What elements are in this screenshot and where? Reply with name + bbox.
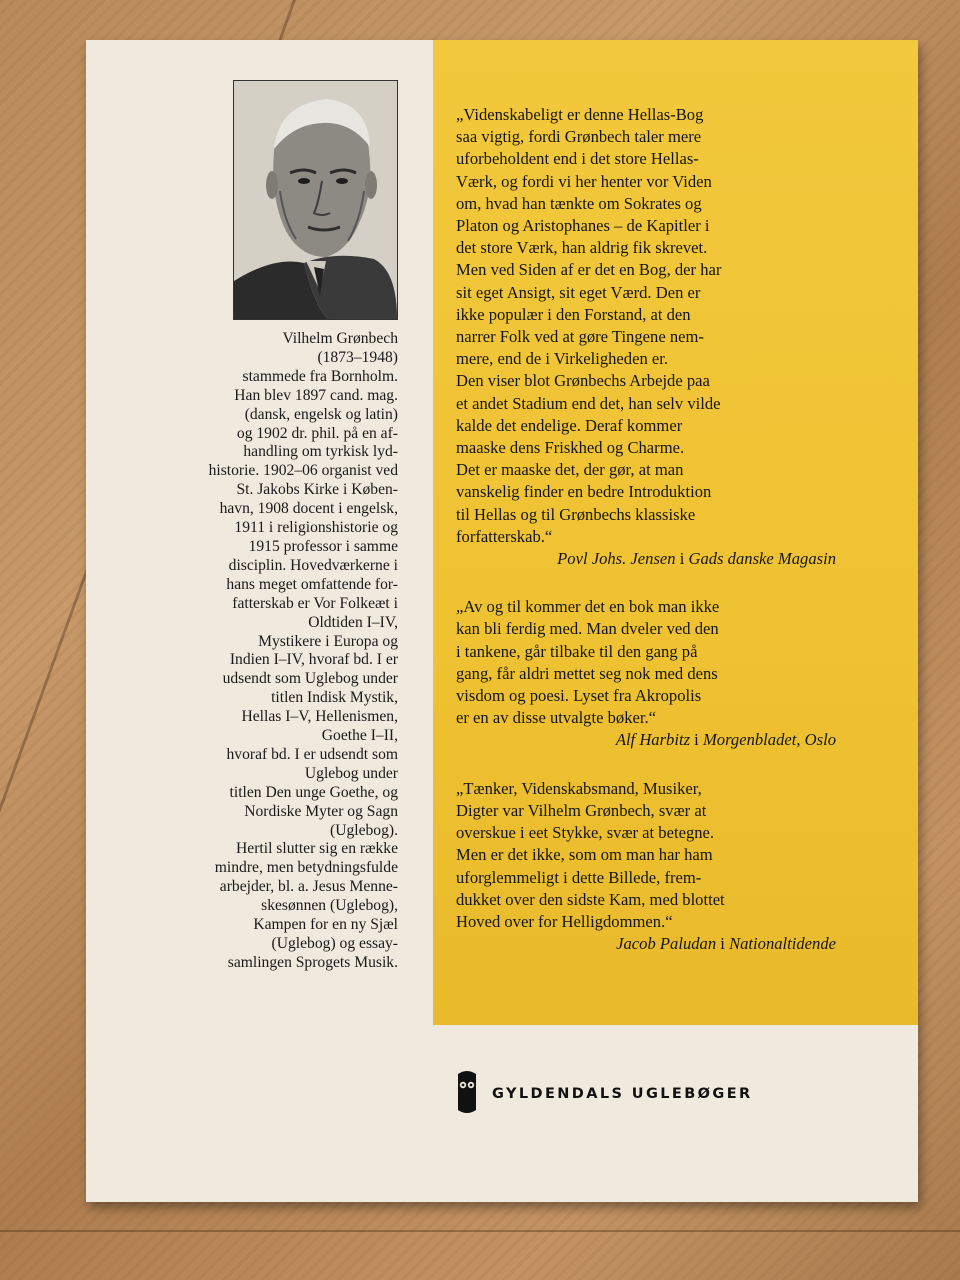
quote-line: det store Værk, han aldrig fik skrevet. bbox=[456, 238, 708, 258]
attribution-source: Gads danske Magasin bbox=[688, 549, 836, 569]
attribution-author: Alf Harbitz bbox=[615, 730, 691, 750]
attribution-source: Nationaltidende bbox=[729, 934, 836, 954]
quote-line: Digter var Vilhelm Grønbech, svær at bbox=[456, 800, 707, 820]
bio-line: Kampen for en ny Sjæl bbox=[253, 916, 398, 934]
bio-line: Hellas I–V, Hellenismen, bbox=[241, 708, 398, 726]
author-name: Vilhelm Grønbech bbox=[282, 330, 398, 347]
quote-line: visdom og poesi. Lyset fra Akropolis bbox=[456, 686, 702, 706]
quote-line: vanskelig finder en bedre Introduktion bbox=[456, 482, 712, 502]
quote-attribution bbox=[456, 729, 836, 751]
quote-line: Hoved over for Helligdommen.“ bbox=[456, 911, 673, 931]
quote-line: Platon og Aristophanes – de Kapitler i bbox=[456, 216, 710, 236]
bio-line: handling om tyrkisk lyd- bbox=[243, 443, 398, 461]
bio-line: Oldtiden I–IV, bbox=[308, 613, 398, 631]
quote-line: uforbeholdent end i det store Hellas- bbox=[456, 149, 699, 169]
quote-attribution bbox=[456, 548, 836, 570]
book-back-cover bbox=[86, 40, 918, 1202]
attribution-separator: i bbox=[675, 549, 689, 569]
bio-line: havn, 1908 docent i engelsk, bbox=[219, 500, 398, 518]
quote-line: ikke populær i den Forstand, at den bbox=[456, 304, 691, 324]
quote-line: overskue i eet Stykke, svær at betegne. bbox=[456, 823, 715, 843]
bio-line: titlen Indisk Mystik, bbox=[271, 689, 398, 707]
bio-line: samlingen Sprogets Musik. bbox=[227, 953, 398, 971]
bio-line: (Uglebog). bbox=[330, 821, 398, 839]
quote-line: Den viser blot Grønbechs Arbejde paa bbox=[456, 371, 710, 391]
quote-line: saa vigtig, fordi Grønbech taler mere bbox=[456, 127, 702, 147]
bio-line: Mystikere i Europa og bbox=[258, 632, 398, 650]
bio-line: fatterskab er Vor Folkeæt i bbox=[232, 594, 398, 612]
quote-line: om, hvad han tænkte om Sokrates og bbox=[456, 193, 702, 213]
bio-line: skesønnen (Uglebog), bbox=[261, 897, 398, 915]
bio-line: Han blev 1897 cand. mag. bbox=[234, 386, 398, 404]
author-years: (1873–1948) bbox=[317, 348, 398, 366]
quote-line: et andet Stadium end det, han selv vilde bbox=[456, 393, 721, 413]
bio-line: St. Jakobs Kirke i Køben- bbox=[236, 481, 398, 499]
quote-line: i tankene, går tilbake til den gang på bbox=[456, 641, 698, 661]
publisher-name: GYLDENDALS UGLEBØGER bbox=[492, 1086, 753, 1102]
author-biography bbox=[126, 330, 398, 973]
quote-line: mere, end de i Virkeligheden er. bbox=[456, 349, 669, 369]
quote-line: maaske dens Friskhed og Charme. bbox=[456, 438, 685, 458]
quote-line: forfatterskab.“ bbox=[456, 526, 553, 546]
bio-line: arbejder, bl. a. Jesus Menne- bbox=[219, 878, 398, 896]
bio-line: stammede fra Bornholm. bbox=[242, 367, 398, 385]
bio-line: (dansk, engelsk og latin) bbox=[244, 405, 398, 423]
bio-line: 1915 professor i samme bbox=[248, 537, 398, 555]
quote-line: uforglemmeligt i dette Billede, frem- bbox=[456, 867, 702, 887]
quote-line: er en av disse utvalgte bøker.“ bbox=[456, 708, 656, 728]
quote-line: kan bli ferdig med. Man dveler ved den bbox=[456, 619, 719, 639]
quote-line: „Av og til kommer det en bok man ikke bbox=[456, 597, 720, 617]
quote-line: kalde det endelige. Deraf kommer bbox=[456, 415, 683, 435]
attribution-separator: i bbox=[716, 934, 730, 954]
bio-line: disciplin. Hovedværkerne i bbox=[228, 556, 398, 574]
attribution-author: Jacob Paludan bbox=[616, 934, 717, 954]
owl-logo-icon bbox=[456, 1068, 478, 1116]
bio-line: udsendt som Uglebog under bbox=[222, 670, 398, 688]
bio-line: Indien I–IV, hvoraf bd. I er bbox=[229, 651, 398, 669]
floor-seam bbox=[0, 1230, 960, 1232]
publisher-footer bbox=[456, 1060, 876, 1130]
quote-line: Men ved Siden af er det en Bog, der har bbox=[456, 260, 722, 280]
bio-line: (Uglebog) og essay- bbox=[271, 935, 398, 952]
bio-line: hvoraf bd. I er udsendt som bbox=[226, 745, 398, 763]
attribution-author: Povl Johs. Jensen bbox=[557, 549, 676, 569]
quote-line: sit eget Ansigt, sit eget Værd. Den er bbox=[456, 282, 701, 302]
attribution-separator: i bbox=[690, 730, 703, 750]
quote-line: narrer Folk ved at gøre Tingene nem- bbox=[456, 327, 704, 347]
quote-line: Men er det ikke, som om man har ham bbox=[456, 845, 713, 865]
bio-line: titlen Den unge Goethe, og bbox=[229, 783, 398, 801]
quote-line: til Hellas og til Grønbechs klassiske bbox=[456, 504, 696, 524]
bio-line: 1911 i religionshistorie og bbox=[234, 519, 398, 537]
attribution-source: Morgenbladet, Oslo bbox=[702, 730, 836, 750]
bio-line: historie. 1902–06 organist ved bbox=[208, 462, 398, 480]
quote-line: Værk, og fordi vi her henter vor Viden bbox=[456, 171, 712, 191]
bio-line: Goethe I–II, bbox=[321, 727, 398, 745]
bio-line: og 1902 dr. phil. på en af- bbox=[236, 424, 398, 442]
review-quote bbox=[456, 778, 836, 956]
bio-line: hans meget omfattende for- bbox=[226, 575, 398, 593]
bio-line: Uglebog under bbox=[304, 764, 398, 782]
quote-line: „Videnskabeligt er denne Hellas-Bog bbox=[456, 105, 704, 124]
quote-line: „Tænker, Videnskabsmand, Musiker, bbox=[456, 778, 702, 798]
bio-line: Hertil slutter sig en række bbox=[236, 840, 398, 858]
quote-line: Det er maaske det, der gør, at man bbox=[456, 460, 684, 480]
review-quote bbox=[456, 596, 836, 751]
quote-line: gang, får aldri mettet seg nok med dens bbox=[456, 663, 718, 683]
biography-lines bbox=[126, 368, 398, 973]
review-quotes bbox=[456, 104, 836, 981]
author-portrait bbox=[233, 80, 398, 320]
quote-attribution bbox=[456, 933, 836, 955]
bio-line: mindre, men betydningsfulde bbox=[214, 859, 398, 877]
review-quote bbox=[456, 104, 836, 570]
bio-line: Nordiske Myter og Sagn bbox=[244, 802, 398, 820]
quote-line: dukket over den sidste Kam, med blottet bbox=[456, 889, 725, 909]
